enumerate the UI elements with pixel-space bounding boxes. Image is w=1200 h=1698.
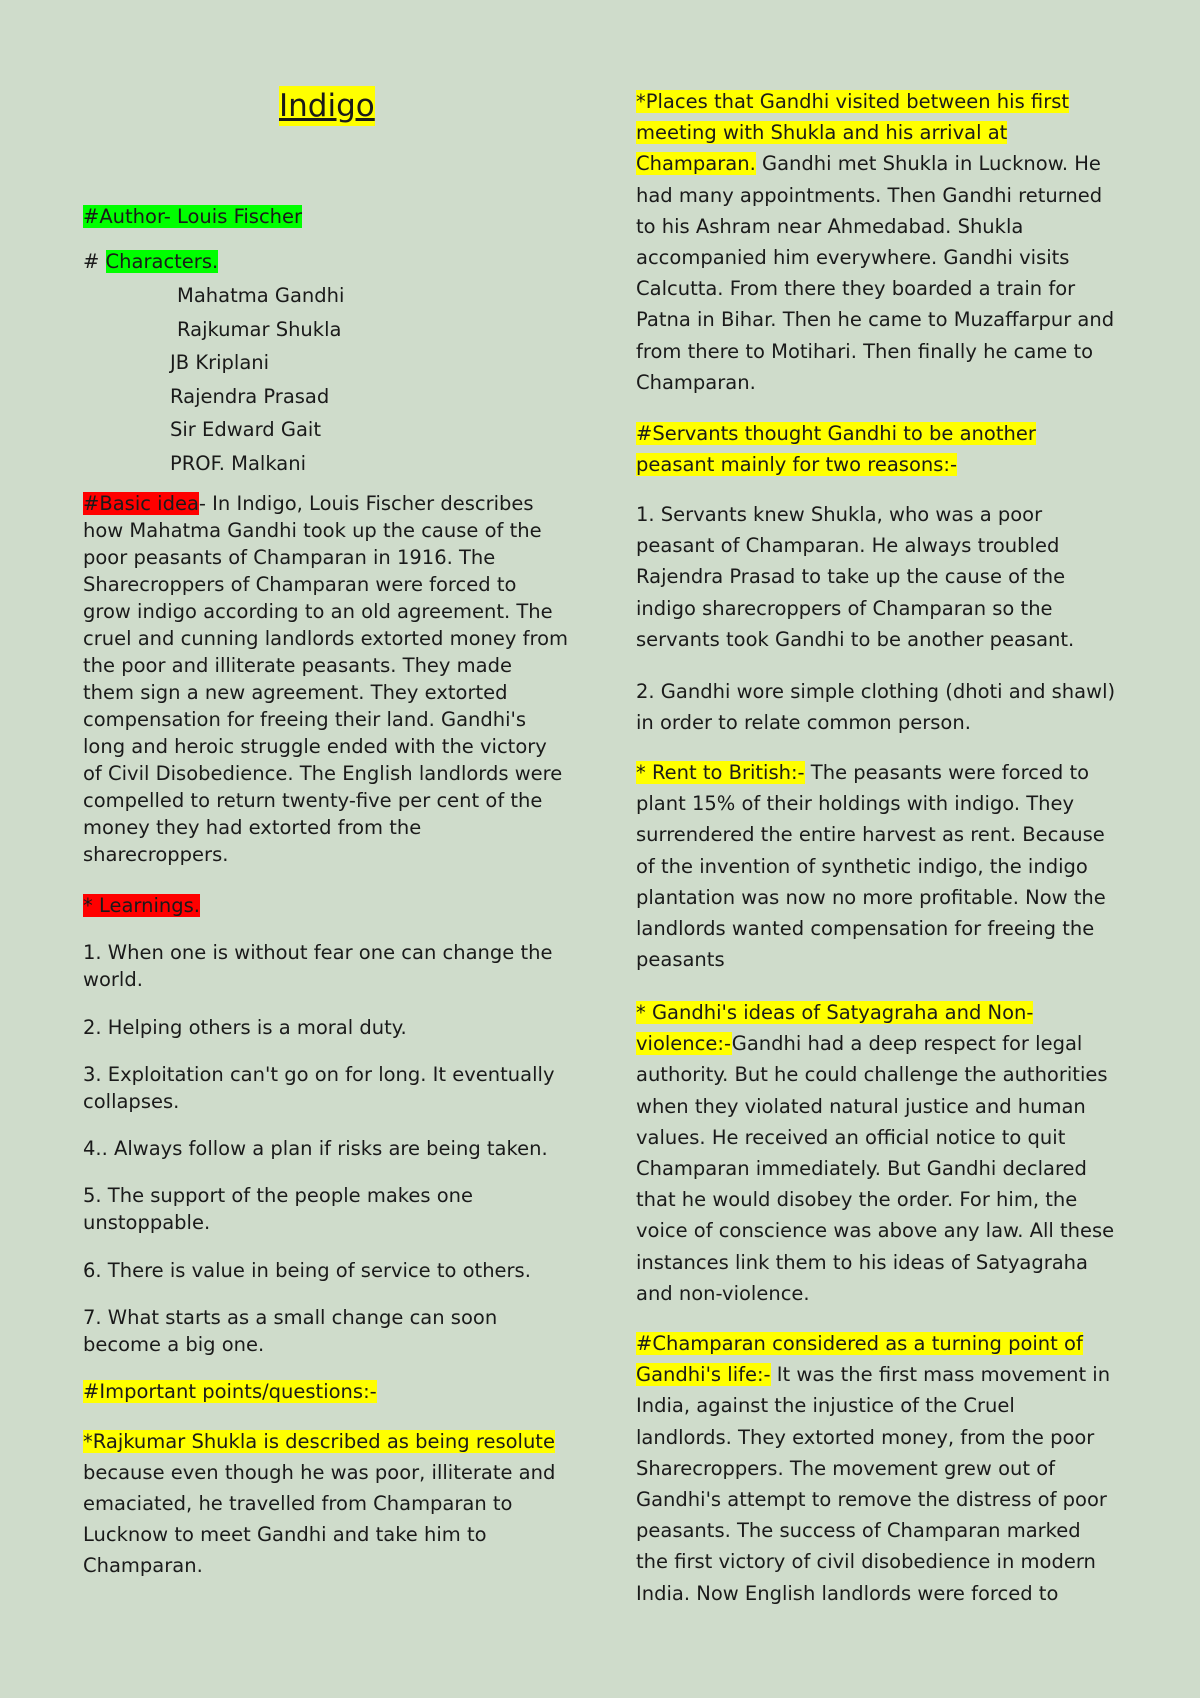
places-paragraph xyxy=(636,86,1116,398)
turning-point-text: It was the first mass movement in India, against the injustice of the Cruel landlords. They extorted money, from the poor Sharecroppers. The movement grew out of Gandhi's attempt to remove the distress of poor peasants. The success of Champaran marked the first victory of civil disobedience in modern India. Now English landlords were forced to xyxy=(636,1363,1111,1605)
character-item: Mahatma Gandhi xyxy=(177,284,345,307)
learning-item: 5. The support of the people makes one unstoppable. xyxy=(83,1184,474,1234)
character-item: Rajkumar Shukla xyxy=(177,317,342,341)
learning-item: 2. Helping others is a moral duty. xyxy=(83,1016,407,1039)
character-item: JB Kriplani xyxy=(170,351,270,374)
learnings-heading xyxy=(83,892,200,919)
turning-point-heading: #Champaran considered as a turning point of Gandhi's life:- xyxy=(636,1332,1083,1387)
author-line xyxy=(83,203,302,230)
servants-reason-1: 1. Servants knew Shukla, who was a poor peasant of Champaran. He always troubled Rajendra Prasad to take up the cause of the indigo sharecroppers of Champaran so the servants took Gandhi to be another peasant. xyxy=(636,503,1075,651)
basic-idea-label: #Basic idea xyxy=(83,492,199,515)
important-heading xyxy=(83,1378,377,1405)
servants-reason-2: 2. Gandhi wore simple clothing (dhoti and shawl) in order to relate common person. xyxy=(636,680,1116,735)
character-item: Rajendra Prasad xyxy=(170,384,330,408)
learnings-label: * Learnings. xyxy=(83,894,200,917)
characters-heading xyxy=(83,248,218,275)
shukla-text: because even though he was poor, illiterate and emaciated, he travelled from Champaran to Lucknow to meet Gandhi and take him to Champaran. xyxy=(83,1461,556,1577)
learning-item: 3. Exploitation can't go on for long. It eventually collapses. xyxy=(83,1063,555,1113)
turning-point-paragraph xyxy=(636,1328,1116,1609)
characters-prefix: # xyxy=(83,250,106,273)
basic-idea-text: - In Indigo, Louis Fischer describes how Mahatma Gandhi took up the cause of the poor peasants of Champaran in 1916. The Sharecroppers of Champaran were forced to grow indigo according to an old agreement. The cruel and cunning landlords extorted money from the poor and illiterate peasants. They made them sign a new agreement. They extorted compensation for freeing their land. Gandhi's long and heroic struggle ended with the victory of Civil Disobedience. The English landlords were compelled to return twenty-five per cent of the money they had extorted from the sharecroppers. xyxy=(83,492,569,866)
learning-item: 4.. Always follow a plan if risks are being taken. xyxy=(83,1137,548,1160)
learning-item: 7. What starts as a small change can soon become a big one. xyxy=(83,1306,498,1356)
servants-label: #Servants thought Gandhi to be another peasant mainly for two reasons:- xyxy=(636,422,1036,477)
basic-idea-paragraph xyxy=(83,490,569,868)
rent-text: The peasants were forced to plant 15% of their holdings with indigo. They surrendered the entire harvest as rent. Because of the invention of synthetic indigo, the indigo plantation was now no more profitable. Now the landlords wanted compensation for freeing the peasants xyxy=(636,761,1106,972)
page-title: Indigo xyxy=(279,88,375,124)
characters-label: Characters. xyxy=(105,250,219,273)
satyagraha-heading: * Gandhi's ideas of Satyagraha and Non-violence:- xyxy=(636,1001,1034,1056)
character-item: Sir Edward Gait xyxy=(170,418,321,441)
learning-item: 6. There is value in being of service to others. xyxy=(83,1259,531,1282)
shukla-heading: *Rajkumar Shukla is described as being resolute xyxy=(83,1430,555,1453)
shukla-paragraph xyxy=(83,1426,569,1581)
character-item: PROF. Malkani xyxy=(170,451,307,475)
rent-heading: * Rent to British:- xyxy=(636,761,805,784)
satyagraha-text: Gandhi had a deep respect for legal authority. But he could challenge the authorities when they violated natural justice and human values. He received an official notice to quit Champaran immediately. But Gandhi declared that he would disobey the order. For him, the voice of conscience was above any law. All these instances link them to his ideas of Satyagraha and non-violence. xyxy=(636,1032,1115,1305)
learning-item: 1. When one is without fear one can change the world. xyxy=(83,941,553,991)
places-text: Gandhi met Shukla in Lucknow. He had many appointments. Then Gandhi returned to his Ashram near Ahmedabad. Shukla accompanied him everywhere. Gandhi visits Calcutta. From there they boarded a train for Patna in Bihar. Then he came to Muzaffarpur and from there to Motihari. Then finally he came to Champaran. xyxy=(636,152,1115,394)
places-heading: *Places that Gandhi visited between his first meeting with Shukla and his arrival at Champaran. xyxy=(636,90,1070,176)
important-label: #Important points/questions:- xyxy=(83,1380,377,1403)
rent-paragraph xyxy=(636,757,1116,975)
satyagraha-paragraph xyxy=(636,997,1116,1309)
servants-heading xyxy=(636,418,1116,480)
author-highlight: #Author- Louis Fischer xyxy=(83,205,303,228)
